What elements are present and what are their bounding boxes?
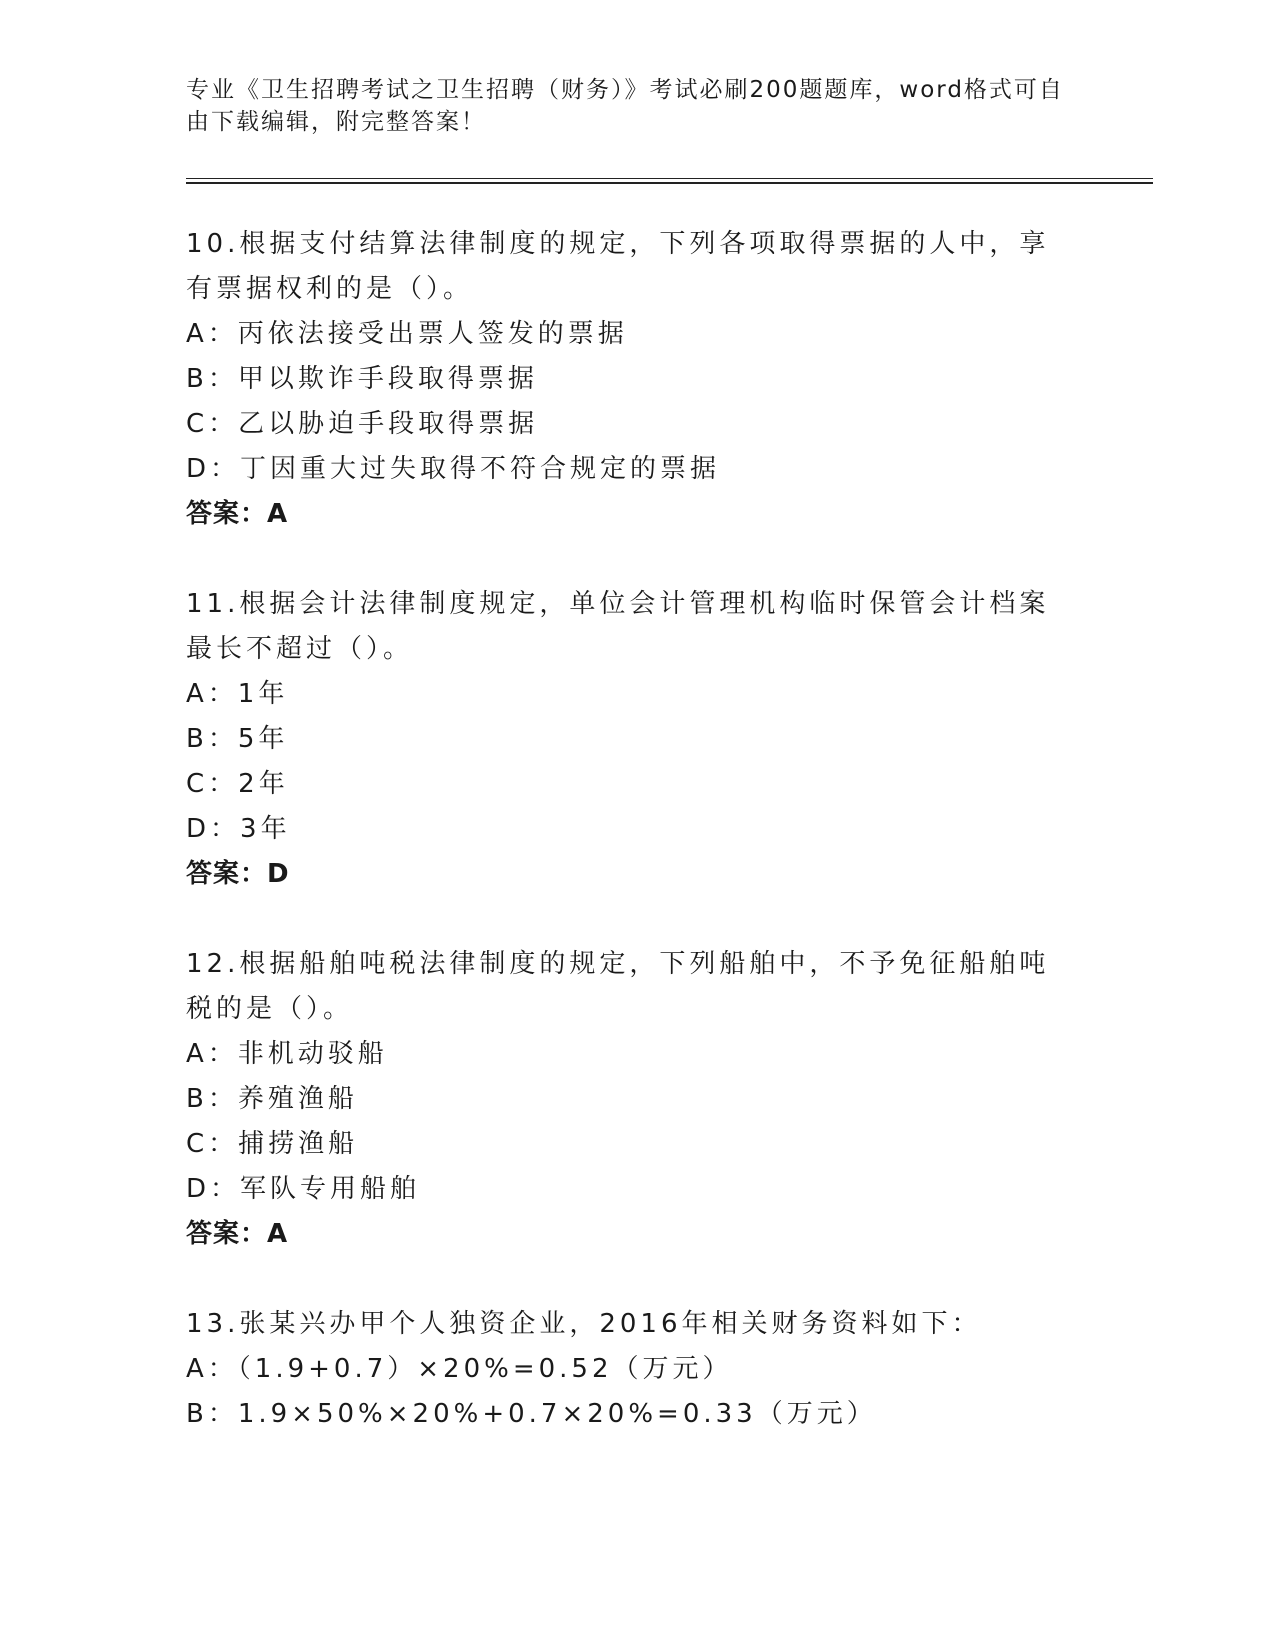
header-divider-thin xyxy=(186,178,1153,179)
question-11 xyxy=(186,582,1066,897)
option-c: C：2年 xyxy=(186,769,289,799)
option-b: B：养殖渔船 xyxy=(186,1084,358,1114)
answer: 答案：D xyxy=(186,859,290,889)
question-stem: 10.根据支付结算法律制度的规定，下列各项取得票据的人中，享有票据权利的是（）。 xyxy=(186,229,1050,304)
option-a: A：非机动驳船 xyxy=(186,1039,388,1069)
document-header xyxy=(186,74,1066,138)
question-10 xyxy=(186,222,1066,537)
question-13 xyxy=(186,1302,1066,1437)
question-stem: 11.根据会计法律制度规定，单位会计管理机构临时保管会计档案最长不超过（）。 xyxy=(186,589,1050,664)
question-stem: 12.根据船舶吨税法律制度的规定，下列船舶中，不予免征船舶吨税的是（）。 xyxy=(186,949,1050,1024)
option-a: A：1年 xyxy=(186,679,289,709)
option-b: B：1.9×50%×20%+0.7×20%=0.33（万元） xyxy=(186,1399,877,1429)
option-d: D：军队专用船舶 xyxy=(186,1174,421,1204)
option-d: D：丁因重大过失取得不符合规定的票据 xyxy=(186,454,721,484)
option-c: C：乙以胁迫手段取得票据 xyxy=(186,409,539,439)
option-d: D：3年 xyxy=(186,814,291,844)
header-divider-thick xyxy=(186,182,1153,184)
option-a: A：（1.9+0.7）×20%=0.52（万元） xyxy=(186,1354,733,1384)
option-b: B：5年 xyxy=(186,724,289,754)
option-a: A：丙依法接受出票人签发的票据 xyxy=(186,319,628,349)
answer: 答案：A xyxy=(186,1219,289,1249)
answer: 答案：A xyxy=(186,499,289,529)
question-stem: 13.张某兴办甲个人独资企业，2016年相关财务资料如下： xyxy=(186,1309,982,1339)
option-c: C：捕捞渔船 xyxy=(186,1129,359,1159)
header-intro: 专业《卫生招聘考试之卫生招聘（财务）》考试必刷200题题库，word格式可自由下载编辑，附完整答案！ xyxy=(186,77,1064,135)
question-12 xyxy=(186,942,1066,1257)
option-b: B：甲以欺诈手段取得票据 xyxy=(186,364,538,394)
